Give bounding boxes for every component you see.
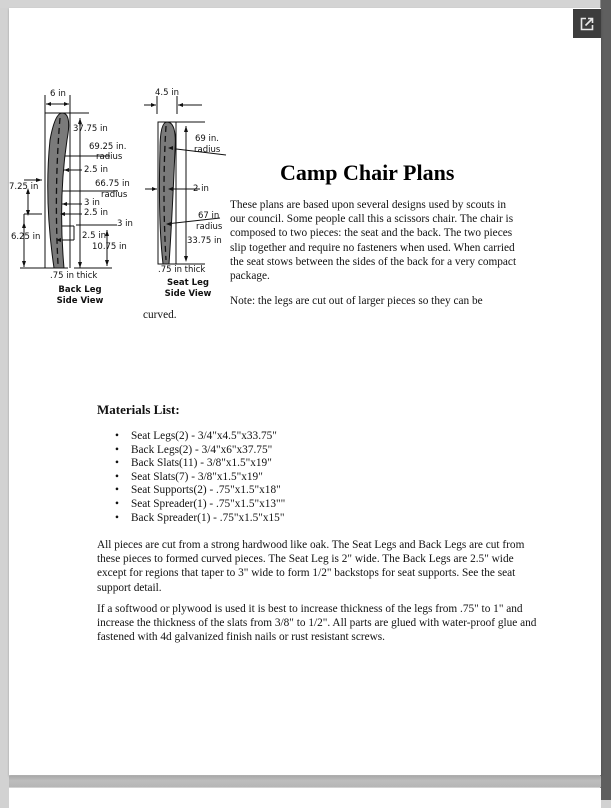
document-title: Camp Chair Plans [280,160,455,185]
materials-heading: Materials List: [97,402,180,417]
back-leg-caption-line1: Back Leg [58,285,102,295]
seat-leg-outer-radius-value: 69 in. [195,134,219,144]
materials-item-text: Seat Legs(2) - 3/4"x4.5"x33.75" [131,430,277,442]
back-leg-outer-radius-word: radius [96,152,123,162]
bullet-icon: • [115,457,119,470]
seat-leg-width-label: 4.5 in [155,88,179,98]
seat-leg-inner-radius-word: radius [196,222,223,232]
seat-leg-caption [158,278,218,299]
viewer-top-margin [0,0,601,8]
bullet-icon: • [115,497,119,510]
back-leg-outer-radius-value: 69.25 in. [89,142,127,152]
bullet-icon: • [115,443,119,456]
back-leg-upper-span-label: 7.25 in [9,182,39,192]
materials-item-text: Back Legs(2) - 3/4"x6"x37.75" [131,443,273,456]
intro-paragraph: These plans are based upon several designs used by scouts in our council. Some people call this a scissors chair. The chair is composed to two pieces: the seat and the back. The two pieces slip together and require no fasteners when used. When carried the seat stows between the sides of the back for a very compact package. [230,199,517,283]
materials-list-item [115,430,285,444]
back-leg-caption-line2: Side View [56,295,104,306]
materials-list-item [115,484,285,498]
materials-item-text: Seat Spreader(1) - .75"x1.5"x13"" [131,497,286,510]
materials-item-text: Back Slats(11) - 3/8"x1.5"x19" [131,457,272,470]
back-leg-lower-span-label: 6.25 in [11,232,41,242]
bullet-icon: • [115,511,119,524]
back-leg-width-1-label: 2.5 in [84,165,108,175]
seat-leg-caption-line2: Side View [164,288,212,299]
softwood-paragraph: If a softwood or plywood is used it is best to increase thickness of the legs from .75" to 1" and increase the thickness of the slats from 3/8" to 1/2". All parts are glued with water-proof glue and fastened with 4d galvanized finish nails or rust resistant screws. [97,603,537,644]
note-paragraph: Note: the legs are cut out of larger pieces so they can be [230,295,483,307]
note-paragraph-continuation: curved. [143,309,177,321]
open-external-icon [579,16,595,32]
seat-leg-length-label: 33.75 in [187,236,222,246]
materials-list-item [115,471,285,485]
seat-leg-thickness-label: .75 in thick [158,265,206,275]
back-leg-width-label: 6 in [50,89,66,99]
seat-leg-inner-radius-value: 67 in [198,211,220,221]
back-leg-width-4-label: 3 in [117,219,133,229]
materials-list-item [115,457,285,471]
back-leg-width-3-label: 2.5 in [84,208,108,218]
materials-item-text: Seat Slats(7) - 3/8"x1.5"x19" [131,470,263,483]
hardwood-paragraph: All pieces are cut from a strong hardwood like oak. The Seat Legs and Back Legs are cut from these pieces to formed curved pieces. The Seat Leg is 2" wide. The Back Legs are 2.5" wide except for regions that taper to 3" wide to form 1/2" backstops for seat supports. See the seat support detail. [97,539,525,594]
materials-list-item [115,512,285,526]
materials-item-text: Seat Supports(2) - .75"x1.5"x18" [131,484,281,497]
back-leg-length-label: 37.75 in [73,124,108,134]
back-leg-inner-radius-value: 66.75 in [95,179,130,189]
seat-leg-caption-line1: Seat Leg [167,278,209,288]
seat-leg-outer-radius-word: radius [194,145,221,155]
bullet-icon: • [115,484,119,497]
seat-leg-width-mid-label: 2 in [193,184,209,194]
bullet-icon: • [115,430,119,442]
materials-list [115,430,285,525]
back-leg-thickness-label: .75 in thick [50,271,98,281]
back-leg-width-2-label: 3 in [84,198,100,208]
back-leg-lower-height-label: 10.75 in [92,242,127,252]
page-separator [9,776,601,787]
scrollbar-track[interactable] [601,0,611,800]
back-leg-inner-radius-word: radius [101,190,128,200]
materials-list-item [115,498,285,512]
open-external-button[interactable] [573,9,601,38]
back-leg-width-5-label: 2.5 in [82,231,106,241]
next-document-page [9,788,601,808]
back-leg-caption [50,285,110,306]
bullet-icon: • [115,470,119,483]
materials-item-text: Back Spreader(1) - .75"x1.5"x15" [131,511,285,524]
materials-list-item [115,444,285,458]
